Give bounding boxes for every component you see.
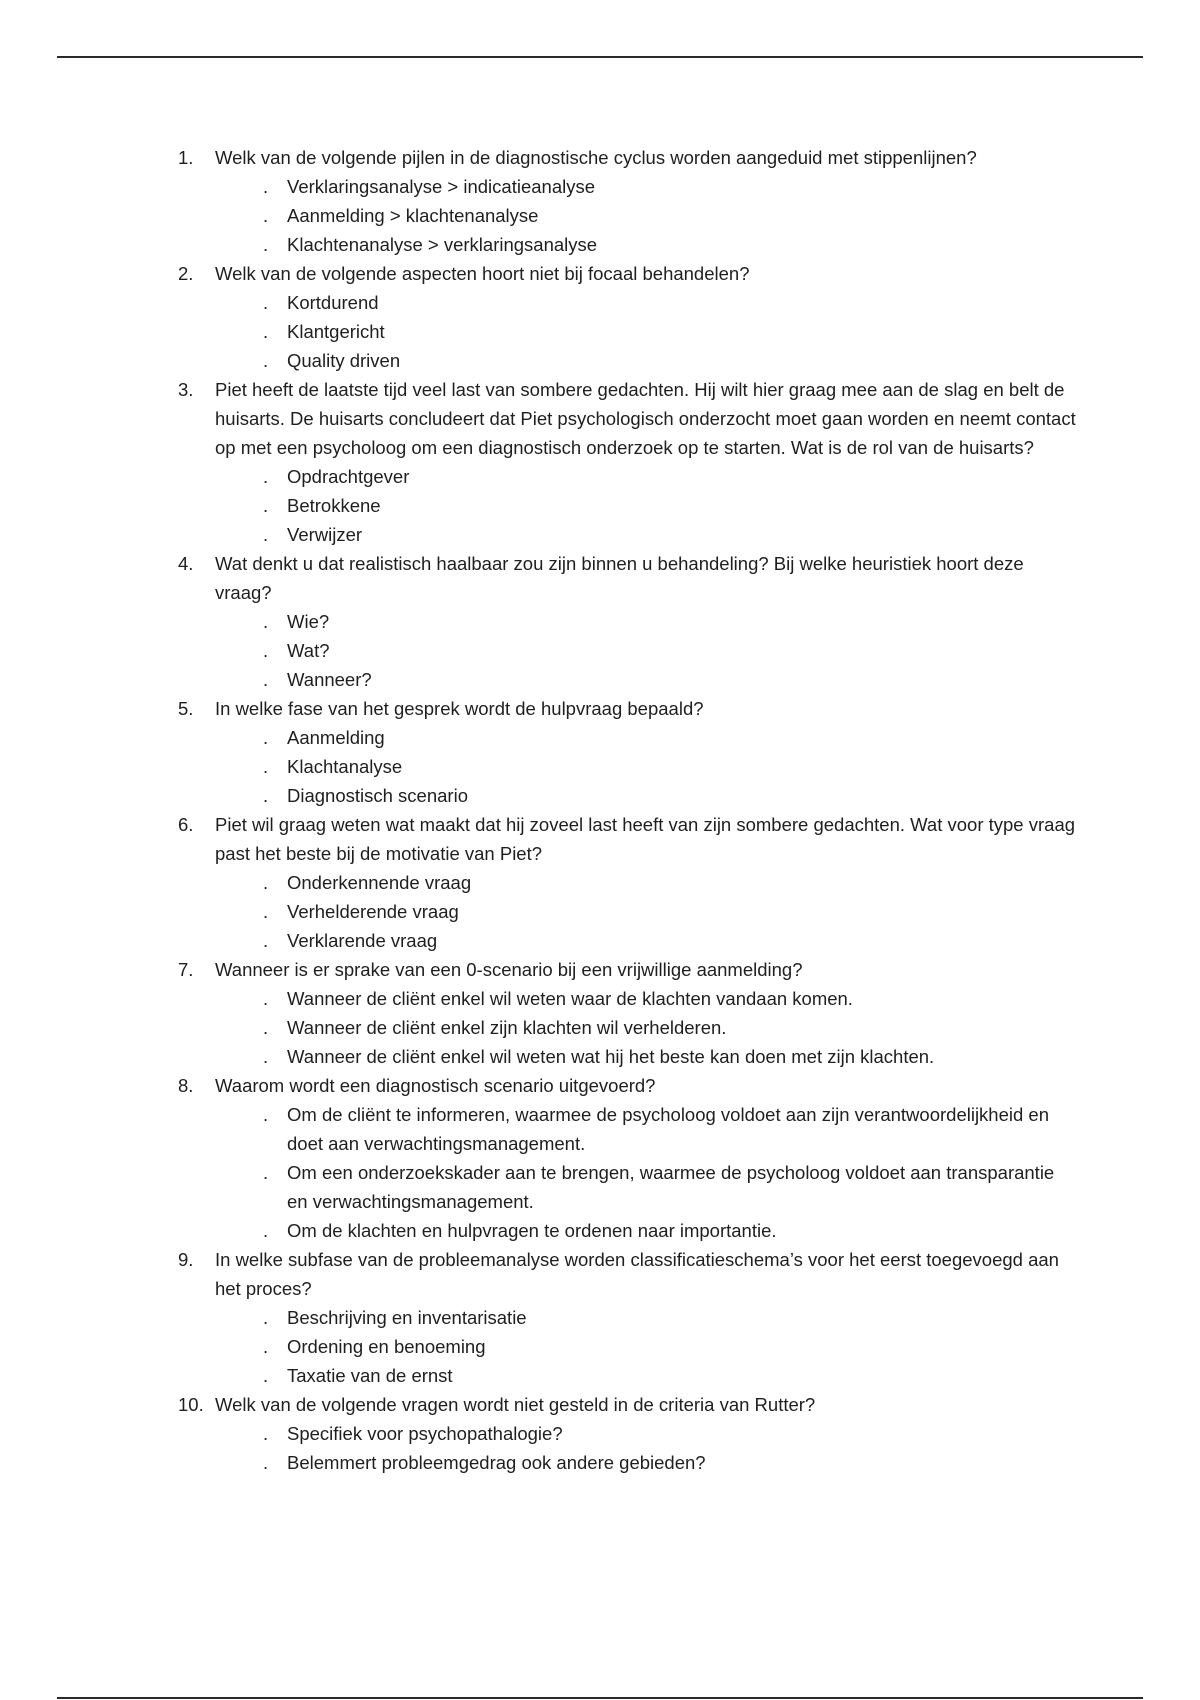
option-item bbox=[263, 346, 1078, 375]
question-text: Wanneer is er sprake van een 0-scenario bij een vrijwillige aanmelding? bbox=[215, 959, 803, 980]
question-number: 8. bbox=[178, 1075, 194, 1096]
option-item bbox=[263, 984, 1078, 1013]
bullet-dot: . bbox=[263, 756, 269, 777]
option-text: Om de cliënt te informeren, waarmee de psycholoog voldoet aan zijn verantwoordelijkheid en doet aan verwachtingsmanagement. bbox=[287, 1104, 1050, 1154]
option-list bbox=[215, 172, 1078, 259]
question-number: 3. bbox=[178, 379, 194, 400]
bullet-dot: . bbox=[263, 292, 269, 313]
bullet-dot: . bbox=[263, 1307, 269, 1328]
option-item bbox=[263, 1013, 1078, 1042]
option-list bbox=[215, 868, 1078, 955]
option-text: Klantgericht bbox=[287, 321, 385, 342]
question-item bbox=[178, 1245, 1078, 1390]
question-item bbox=[178, 375, 1078, 549]
option-list bbox=[215, 1419, 1078, 1477]
option-text: Wanneer de cliënt enkel wil weten waar de klachten vandaan komen. bbox=[287, 988, 853, 1009]
option-item bbox=[263, 172, 1078, 201]
header-divider bbox=[57, 56, 1143, 58]
option-text: Om een onderzoekskader aan te brengen, waarmee de psycholoog voldoet aan transparantie en verwachtingsmanagement. bbox=[287, 1162, 1055, 1212]
option-list bbox=[215, 1100, 1078, 1245]
question-item bbox=[178, 549, 1078, 694]
option-item bbox=[263, 1158, 1078, 1216]
option-item bbox=[263, 230, 1078, 259]
option-text: Wat? bbox=[287, 640, 330, 661]
bullet-dot: . bbox=[263, 1336, 269, 1357]
bullet-dot: . bbox=[263, 785, 269, 806]
bullet-dot: . bbox=[263, 205, 269, 226]
option-item bbox=[263, 752, 1078, 781]
question-number: 7. bbox=[178, 959, 194, 980]
question-number: 6. bbox=[178, 814, 194, 835]
option-text: Specifiek voor psychopathalogie? bbox=[287, 1423, 563, 1444]
option-text: Opdrachtgever bbox=[287, 466, 410, 487]
option-item bbox=[263, 201, 1078, 230]
option-item bbox=[263, 1332, 1078, 1361]
bullet-dot: . bbox=[263, 1423, 269, 1444]
footer-divider bbox=[57, 1697, 1143, 1699]
bullet-dot: . bbox=[263, 1104, 269, 1125]
option-item bbox=[263, 1303, 1078, 1332]
option-text: Onderkennende vraag bbox=[287, 872, 472, 893]
option-item bbox=[263, 1419, 1078, 1448]
option-item bbox=[263, 1100, 1078, 1158]
option-text: Verhelderende vraag bbox=[287, 901, 459, 922]
option-text: Wanneer de cliënt enkel wil weten wat hij het beste kan doen met zijn klachten. bbox=[287, 1046, 935, 1067]
bullet-dot: . bbox=[263, 901, 269, 922]
bullet-dot: . bbox=[263, 524, 269, 545]
option-text: Quality driven bbox=[287, 350, 401, 371]
question-item bbox=[178, 1071, 1078, 1245]
bullet-dot: . bbox=[263, 234, 269, 255]
bullet-dot: . bbox=[263, 872, 269, 893]
bullet-dot: . bbox=[263, 1046, 269, 1067]
question-text: Welk van de volgende aspecten hoort niet bij focaal behandelen? bbox=[215, 263, 750, 284]
bullet-dot: . bbox=[263, 1017, 269, 1038]
question-text: Welk van de volgende pijlen in de diagnostische cyclus worden aangeduid met stippenlijnen? bbox=[215, 147, 977, 168]
question-text: Waarom wordt een diagnostisch scenario uitgevoerd? bbox=[215, 1075, 656, 1096]
bullet-dot: . bbox=[263, 611, 269, 632]
bullet-dot: . bbox=[263, 640, 269, 661]
option-text: Kortdurend bbox=[287, 292, 379, 313]
option-list bbox=[215, 1303, 1078, 1390]
option-item bbox=[263, 317, 1078, 346]
question-number: 5. bbox=[178, 698, 194, 719]
option-text: Diagnostisch scenario bbox=[287, 785, 468, 806]
bullet-dot: . bbox=[263, 1365, 269, 1386]
option-list bbox=[215, 984, 1078, 1071]
option-item bbox=[263, 1042, 1078, 1071]
option-item bbox=[263, 665, 1078, 694]
bullet-dot: . bbox=[263, 669, 269, 690]
bullet-dot: . bbox=[263, 466, 269, 487]
question-number: 10. bbox=[178, 1394, 204, 1415]
bullet-dot: . bbox=[263, 988, 269, 1009]
bullet-dot: . bbox=[263, 321, 269, 342]
option-text: Verklaringsanalyse > indicatieanalyse bbox=[287, 176, 596, 197]
option-item bbox=[263, 636, 1078, 665]
option-item bbox=[263, 607, 1078, 636]
option-list bbox=[215, 288, 1078, 375]
question-item bbox=[178, 1390, 1078, 1477]
question-item bbox=[178, 143, 1078, 259]
option-text: Wanneer de cliënt enkel zijn klachten wil verhelderen. bbox=[287, 1017, 727, 1038]
question-text: In welke subfase van de probleemanalyse worden classificatieschema’s voor het eerst toegevoegd aan het proces? bbox=[215, 1249, 1059, 1299]
option-text: Om de klachten en hulpvragen te ordenen naar importantie. bbox=[287, 1220, 777, 1241]
option-item bbox=[263, 723, 1078, 752]
bullet-dot: . bbox=[263, 930, 269, 951]
option-text: Aanmelding bbox=[287, 727, 385, 748]
option-item bbox=[263, 926, 1078, 955]
option-item bbox=[263, 491, 1078, 520]
option-item bbox=[263, 520, 1078, 549]
option-item bbox=[263, 462, 1078, 491]
question-text: Wat denkt u dat realistisch haalbaar zou zijn binnen u behandeling? Bij welke heuristiek hoort deze vraag? bbox=[215, 553, 1024, 603]
bullet-dot: . bbox=[263, 1162, 269, 1183]
bullet-dot: . bbox=[263, 350, 269, 371]
question-number: 1. bbox=[178, 147, 194, 168]
bullet-dot: . bbox=[263, 1220, 269, 1241]
option-text: Wie? bbox=[287, 611, 330, 632]
question-list bbox=[178, 143, 1078, 1477]
option-text: Aanmelding > klachtenanalyse bbox=[287, 205, 539, 226]
question-number: 9. bbox=[178, 1249, 194, 1270]
bullet-dot: . bbox=[263, 176, 269, 197]
option-text: Ordening en benoeming bbox=[287, 1336, 486, 1357]
question-text: In welke fase van het gesprek wordt de hulpvraag bepaald? bbox=[215, 698, 704, 719]
question-text: Piet wil graag weten wat maakt dat hij zoveel last heeft van zijn sombere gedachten. Wat voor type vraag past het beste bij de motivatie van Piet? bbox=[215, 814, 1076, 864]
option-list bbox=[215, 723, 1078, 810]
bullet-dot: . bbox=[263, 1452, 269, 1473]
option-text: Belemmert probleemgedrag ook andere gebieden? bbox=[287, 1452, 706, 1473]
bullet-dot: . bbox=[263, 727, 269, 748]
question-item bbox=[178, 955, 1078, 1071]
bullet-dot: . bbox=[263, 495, 269, 516]
option-item bbox=[263, 1361, 1078, 1390]
option-text: Verwijzer bbox=[287, 524, 363, 545]
option-text: Klachtanalyse bbox=[287, 756, 403, 777]
question-number: 2. bbox=[178, 263, 194, 284]
option-text: Klachtenanalyse > verklaringsanalyse bbox=[287, 234, 598, 255]
option-text: Verklarende vraag bbox=[287, 930, 438, 951]
option-list bbox=[215, 607, 1078, 694]
option-item bbox=[263, 288, 1078, 317]
option-item bbox=[263, 868, 1078, 897]
question-item bbox=[178, 694, 1078, 810]
question-item bbox=[178, 810, 1078, 955]
option-item bbox=[263, 1448, 1078, 1477]
option-item bbox=[263, 1216, 1078, 1245]
option-list bbox=[215, 462, 1078, 549]
option-text: Wanneer? bbox=[287, 669, 372, 690]
option-item bbox=[263, 897, 1078, 926]
option-text: Betrokkene bbox=[287, 495, 381, 516]
option-item bbox=[263, 781, 1078, 810]
question-text: Welk van de volgende vragen wordt niet gesteld in de criteria van Rutter? bbox=[215, 1394, 816, 1415]
question-item bbox=[178, 259, 1078, 375]
question-text: Piet heeft de laatste tijd veel last van sombere gedachten. Hij wilt hier graag mee aan de slag en belt de huisarts. De huisarts concludeert dat Piet psychologisch onderzocht moet gaan worden en neemt contact op met een psycholoog om een diagnostisch onderzoek op te starten. Wat is de rol van de huisarts? bbox=[215, 379, 1076, 458]
option-text: Taxatie van de ernst bbox=[287, 1365, 453, 1386]
option-text: Beschrijving en inventarisatie bbox=[287, 1307, 527, 1328]
question-number: 4. bbox=[178, 553, 194, 574]
